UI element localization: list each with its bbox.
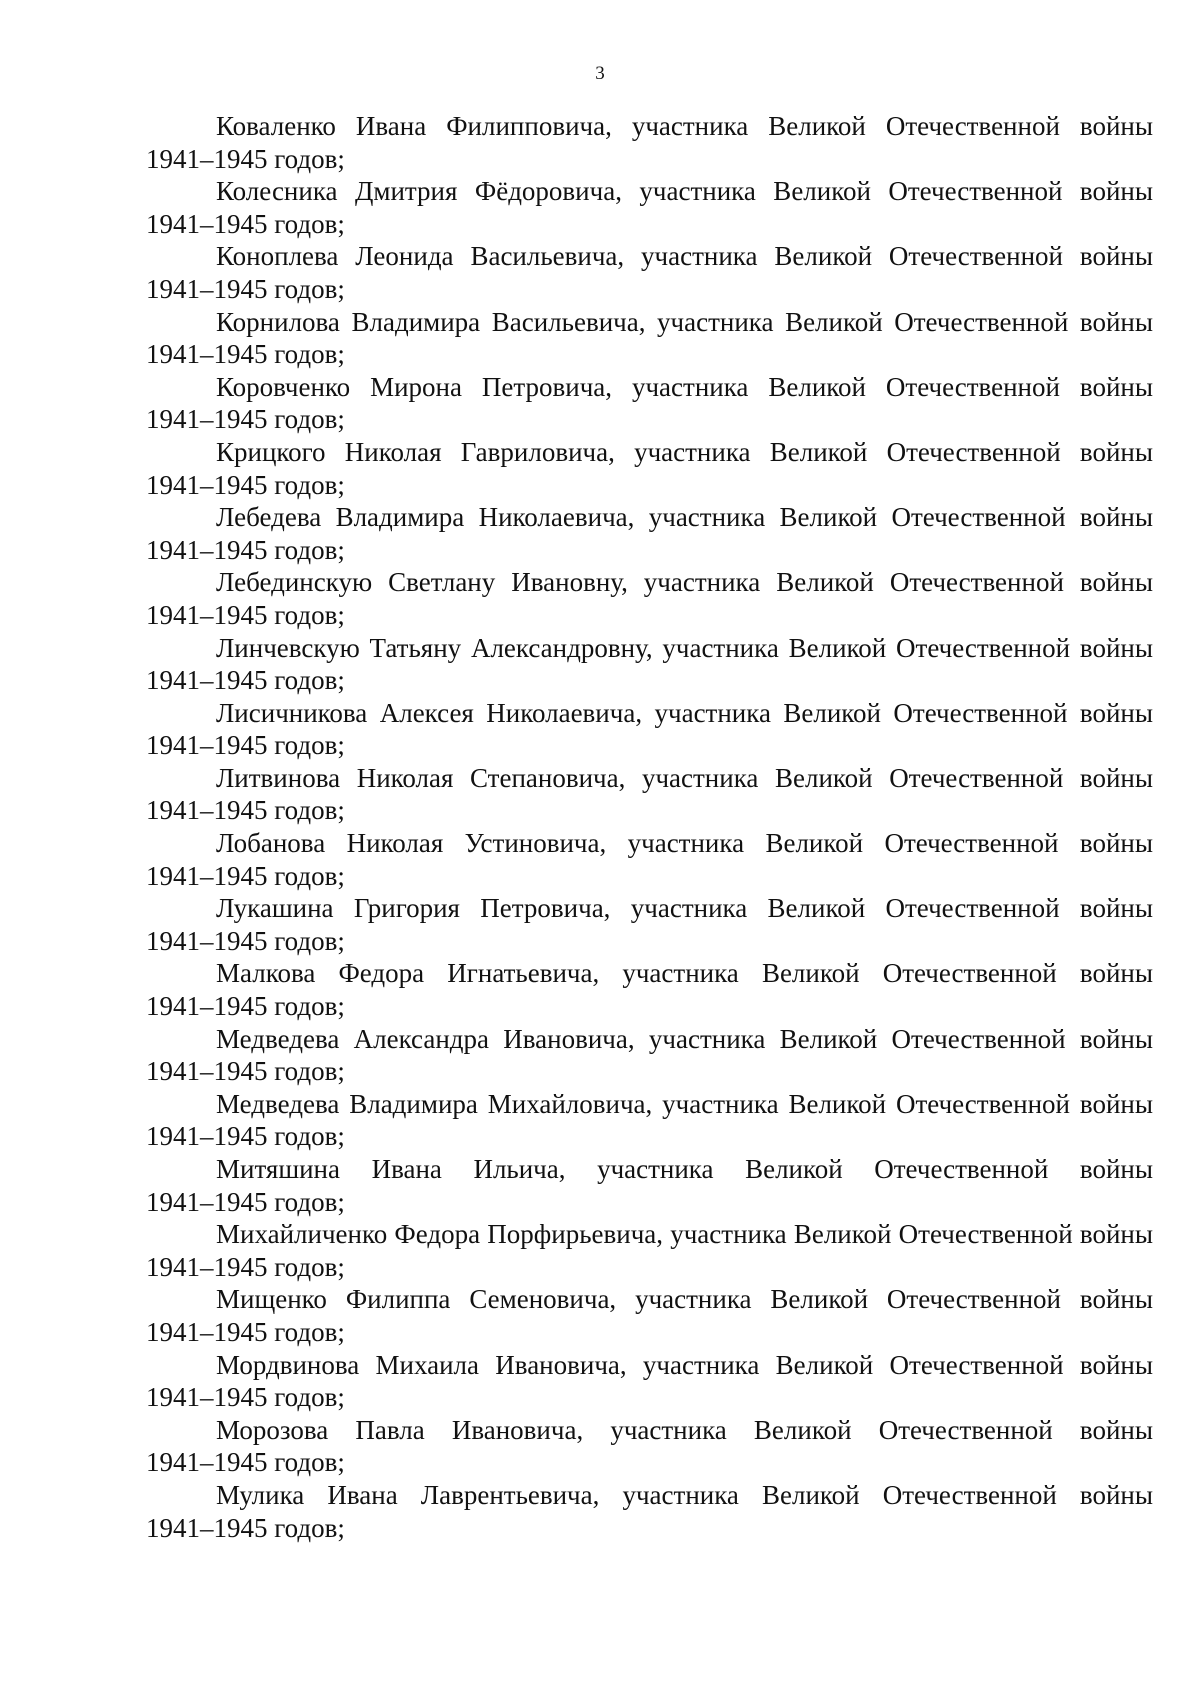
entry-years-line: 1941–1945 годов; bbox=[146, 339, 345, 370]
entry-name-line: Крицкого Николая Гавриловича, участника Великой Отечественной войны bbox=[216, 436, 1153, 467]
entry-years-line: 1941–1945 годов; bbox=[146, 208, 345, 239]
entry-name-line: Мищенко Филиппа Семеновича, участника Великой Отечественной войны bbox=[216, 1284, 1153, 1315]
entry-years-line: 1941–1945 годов; bbox=[146, 469, 345, 500]
entry-name-line: Коровченко Мирона Петровича, участника Великой Отечественной войны bbox=[216, 371, 1153, 402]
entry-years-line: 1941–1945 годов; bbox=[146, 730, 345, 761]
list-item bbox=[146, 110, 1153, 175]
list-item bbox=[146, 1218, 1153, 1283]
entry-name-line: Мордвинова Михаила Ивановича, участника Великой Отечественной войны bbox=[216, 1349, 1153, 1380]
list-item bbox=[146, 827, 1153, 892]
list-item bbox=[146, 240, 1153, 305]
entry-name-line: Линчевскую Татьяну Александровну, участника Великой Отечественной войны bbox=[216, 632, 1153, 663]
list-item bbox=[146, 762, 1153, 827]
list-item bbox=[146, 1283, 1153, 1348]
entry-years-line: 1941–1945 годов; bbox=[146, 925, 345, 956]
entry-name-line: Митяшина Ивана Ильича, участника Великой Отечественной войны bbox=[216, 1154, 1153, 1184]
entry-name-line: Лебедева Владимира Николаевича, участника Великой Отечественной войны bbox=[216, 502, 1153, 533]
entry-name-line: Лисичникова Алексея Николаевича, участника Великой Отечественной войны bbox=[216, 697, 1153, 728]
list-item bbox=[146, 892, 1153, 957]
award-list bbox=[146, 110, 1153, 1544]
entry-years-line: 1941–1945 годов; bbox=[146, 991, 345, 1022]
list-item bbox=[146, 501, 1153, 566]
list-item bbox=[146, 632, 1153, 697]
entry-years-line: 1941–1945 годов; bbox=[146, 534, 345, 565]
list-item bbox=[146, 697, 1153, 762]
list-item bbox=[146, 1088, 1153, 1153]
entry-name-line: Лебединскую Светлану Ивановну, участника Великой Отечественной войны bbox=[216, 567, 1153, 598]
entry-years-line: 1941–1945 годов; bbox=[146, 1382, 345, 1413]
page-number: 3 bbox=[595, 63, 605, 84]
entry-name-line: Корнилова Владимира Васильевича, участника Великой Отечественной войны bbox=[216, 306, 1153, 337]
entry-name-line: Медведева Владимира Михайловича, участника Великой Отечественной войны bbox=[216, 1088, 1153, 1119]
list-item bbox=[146, 1349, 1153, 1414]
entry-years-line: 1941–1945 годов; bbox=[146, 860, 345, 891]
entry-years-line: 1941–1945 годов; bbox=[146, 1186, 345, 1217]
entry-years-line: 1941–1945 годов; bbox=[146, 795, 345, 826]
list-item bbox=[146, 1023, 1153, 1088]
list-item bbox=[146, 306, 1153, 371]
entry-years-line: 1941–1945 годов; bbox=[146, 143, 345, 174]
list-item bbox=[146, 371, 1153, 436]
entry-name-line: Малкова Федора Игнатьевича, участника Великой Отечественной войны bbox=[216, 958, 1153, 989]
entry-years-line: 1941–1945 годов; bbox=[146, 404, 345, 435]
entry-years-line: 1941–1945 годов; bbox=[146, 1251, 345, 1282]
list-item bbox=[146, 436, 1153, 501]
list-item bbox=[146, 1479, 1153, 1544]
entry-years-line: 1941–1945 годов; bbox=[146, 273, 345, 304]
list-item bbox=[146, 957, 1153, 1022]
entry-years-line: 1941–1945 годов; bbox=[146, 1512, 345, 1543]
entry-name-line: Лукашина Григория Петровича, участника Великой Отечественной войны bbox=[216, 893, 1153, 924]
entry-name-line: Медведева Александра Ивановича, участника Великой Отечественной войны bbox=[216, 1023, 1153, 1054]
entry-years-line: 1941–1945 годов; bbox=[146, 665, 345, 696]
entry-name-line: Колесника Дмитрия Фёдоровича, участника Великой Отечественной войны bbox=[216, 176, 1153, 207]
list-item bbox=[146, 1153, 1153, 1218]
list-item bbox=[146, 566, 1153, 631]
entry-years-line: 1941–1945 годов; bbox=[146, 1121, 345, 1152]
entry-name-line: Литвинова Николая Степановича, участника Великой Отечественной войны bbox=[216, 762, 1153, 793]
entry-name-line: Коваленко Ивана Филипповича, участника Великой Отечественной войны bbox=[216, 111, 1153, 141]
entry-name-line: Морозова Павла Ивановича, участника Великой Отечественной войны bbox=[216, 1414, 1153, 1445]
entry-name-line: Михайличенко Федора Порфирьевича, участника Великой Отечественной войны bbox=[216, 1219, 1153, 1250]
entry-name-line: Коноплева Леонида Васильевича, участника Великой Отечественной войны bbox=[216, 241, 1153, 272]
entry-years-line: 1941–1945 годов; bbox=[146, 1447, 345, 1478]
entry-years-line: 1941–1945 годов; bbox=[146, 599, 345, 630]
entry-name-line: Мулика Ивана Лаврентьевича, участника Великой Отечественной войны bbox=[216, 1479, 1153, 1510]
list-item bbox=[146, 175, 1153, 240]
list-item bbox=[146, 1414, 1153, 1479]
entry-years-line: 1941–1945 годов; bbox=[146, 1056, 345, 1087]
entry-years-line: 1941–1945 годов; bbox=[146, 1316, 345, 1347]
entry-name-line: Лобанова Николая Устиновича, участника Великой Отечественной войны bbox=[216, 828, 1153, 859]
